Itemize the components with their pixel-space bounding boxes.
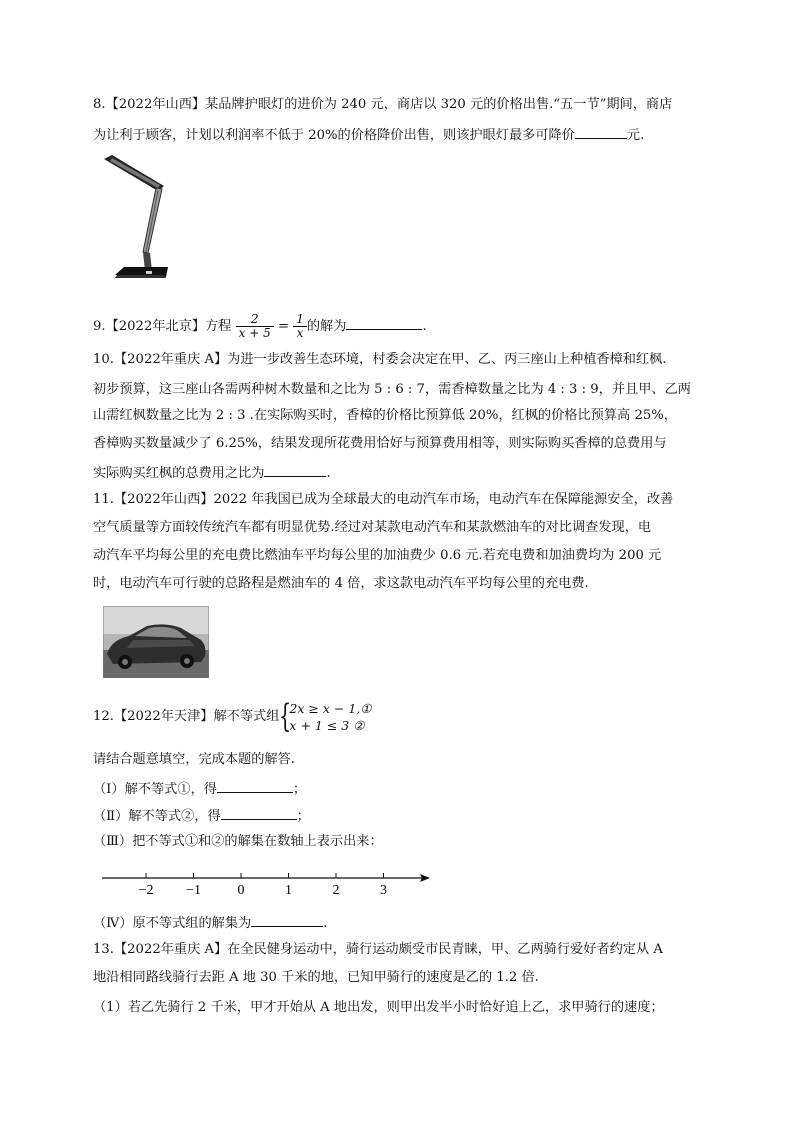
q12-part1-blank[interactable]: [217, 778, 293, 793]
number-line-tick-label: −1: [186, 883, 201, 898]
q9-fraction-left: $\frac{2}{x + 5}$: [236, 313, 274, 340]
q9-line: [93, 312, 427, 342]
q8-answer-blank[interactable]: [575, 124, 627, 139]
number-line-tick-label: 1: [285, 883, 292, 898]
q12-part2-blank[interactable]: [221, 805, 297, 820]
desk-lamp-image: [100, 153, 172, 286]
q8-line2: [93, 124, 644, 146]
q8-text: 为让利于顾客，计划以利润率不低于 20%的价格降价出售，则该护眼灯最多可降价: [93, 128, 575, 143]
q9-end: .: [422, 319, 427, 334]
q12-part1-text: （Ⅰ）解不等式①，得: [93, 782, 217, 797]
q12-part3: （Ⅲ）把不等式①和②的解集在数轴上表示出来：: [93, 834, 383, 849]
q12-part4: [93, 912, 327, 934]
q13-line2: 地沿相同路线骑行去距 A 地 30 千米的地，已知甲骑行的速度是乙的 1.2 倍.: [93, 970, 539, 985]
q8-line1: 8.【2022年山西】某品牌护眼灯的进价为 240 元，商店以 320 元的价格出售.“五一节”期间，商店: [93, 97, 673, 112]
q10-line4: 香樟购买数量减少了 6.25%，结果发现所花费用恰好与预算费用相等，则实际购买香樟的总费用与: [93, 436, 667, 451]
q11-line4: 时，电动汽车可行驶的总路程是燃油车的 4 倍，求这款电动汽车平均每公里的充电费.: [93, 576, 589, 591]
q12-inequality-system: [279, 696, 372, 735]
q11-line2: 空气质量等方面较传统汽车都有明显优势.经过对某款电动汽车和某款燃油车的对比调查发现，电: [93, 520, 652, 535]
q12-part4-end: .: [323, 916, 328, 931]
q10-answer-blank[interactable]: [264, 462, 326, 477]
q12-part2-end: ；: [296, 809, 310, 824]
q11-line3: 动汽车平均每公里的充电费比燃油车平均每公里的加油费少 0.6 元.若充电费和加油费均为 200 元: [93, 548, 662, 563]
q13-line1: 13.【2022年重庆 A】在全民健身运动中，骑行运动颇受市民青睐，甲、乙两骑行爱好者约定从 A: [93, 942, 663, 957]
number-line-tick-label: 0: [237, 883, 245, 898]
q10-line1: 10.【2022年重庆 A】为进一步改善生态环境，村委会决定在甲、乙、丙三座山上种植香樟和红枫.: [93, 352, 667, 367]
q10-text: 实际购买红枫的总费用之比为: [93, 466, 265, 481]
q10-line3: 山需红枫数量之比为 2 : 3 .在实际购买时，香樟的价格比预算低 20%，红枫的价格比预算高 25%，: [93, 408, 677, 423]
q12-line: [93, 697, 371, 737]
electric-car-photo: [103, 606, 209, 678]
q9-answer-blank[interactable]: [346, 315, 422, 330]
number-line-tick-label: 3: [380, 883, 387, 898]
q12-part2-text: （Ⅱ）解不等式②，得: [93, 809, 221, 824]
q12-prefix: 12.【2022年天津】解不等式组: [93, 709, 280, 724]
q12-part4-blank[interactable]: [251, 912, 323, 927]
q10-end: .: [326, 466, 331, 481]
q10-line5: [93, 462, 331, 484]
q12-part2: [93, 805, 310, 827]
q8-unit: 元.: [626, 128, 645, 143]
q12-inequality-2: x + 1 ≤ 3 ②: [289, 717, 365, 733]
q9-prefix: 9.【2022年北京】方程: [93, 319, 232, 334]
brace-icon: {: [279, 696, 292, 735]
q9-equals: =: [277, 319, 290, 334]
q9-suffix: 的解为: [306, 319, 347, 334]
q12-inequality-1: 2x ≥ x − 1,①: [289, 700, 372, 716]
q9-fraction-right: $\frac{1}{x}$: [293, 313, 307, 340]
q12-instruction: 请结合题意填空，完成本题的解答.: [93, 752, 296, 767]
q10-line2: 初步预算，这三座山各需两种树木数量和之比为 5 : 6 : 7，需香樟数量之比为 4 : 3 : 9，并且甲、乙两: [93, 382, 691, 397]
number-line-tick-label: 2: [332, 883, 340, 898]
number-line: [100, 866, 435, 898]
q12-part4-text: （Ⅳ）原不等式组的解集为: [93, 916, 252, 931]
q12-part1: [93, 778, 306, 800]
number-line-tick-label: −2: [138, 883, 154, 898]
q13-line3: （1）若乙先骑行 2 千米，甲才开始从 A 地出发，则甲出发半小时恰好追上乙，求甲骑行的速度；: [93, 1000, 664, 1015]
q11-line1: 11.【2022年山西】2022 年我国已成为全球最大的电动汽车市场，电动汽车在保障能源安全，改善: [93, 492, 674, 507]
q12-part1-end: ；: [292, 782, 307, 797]
